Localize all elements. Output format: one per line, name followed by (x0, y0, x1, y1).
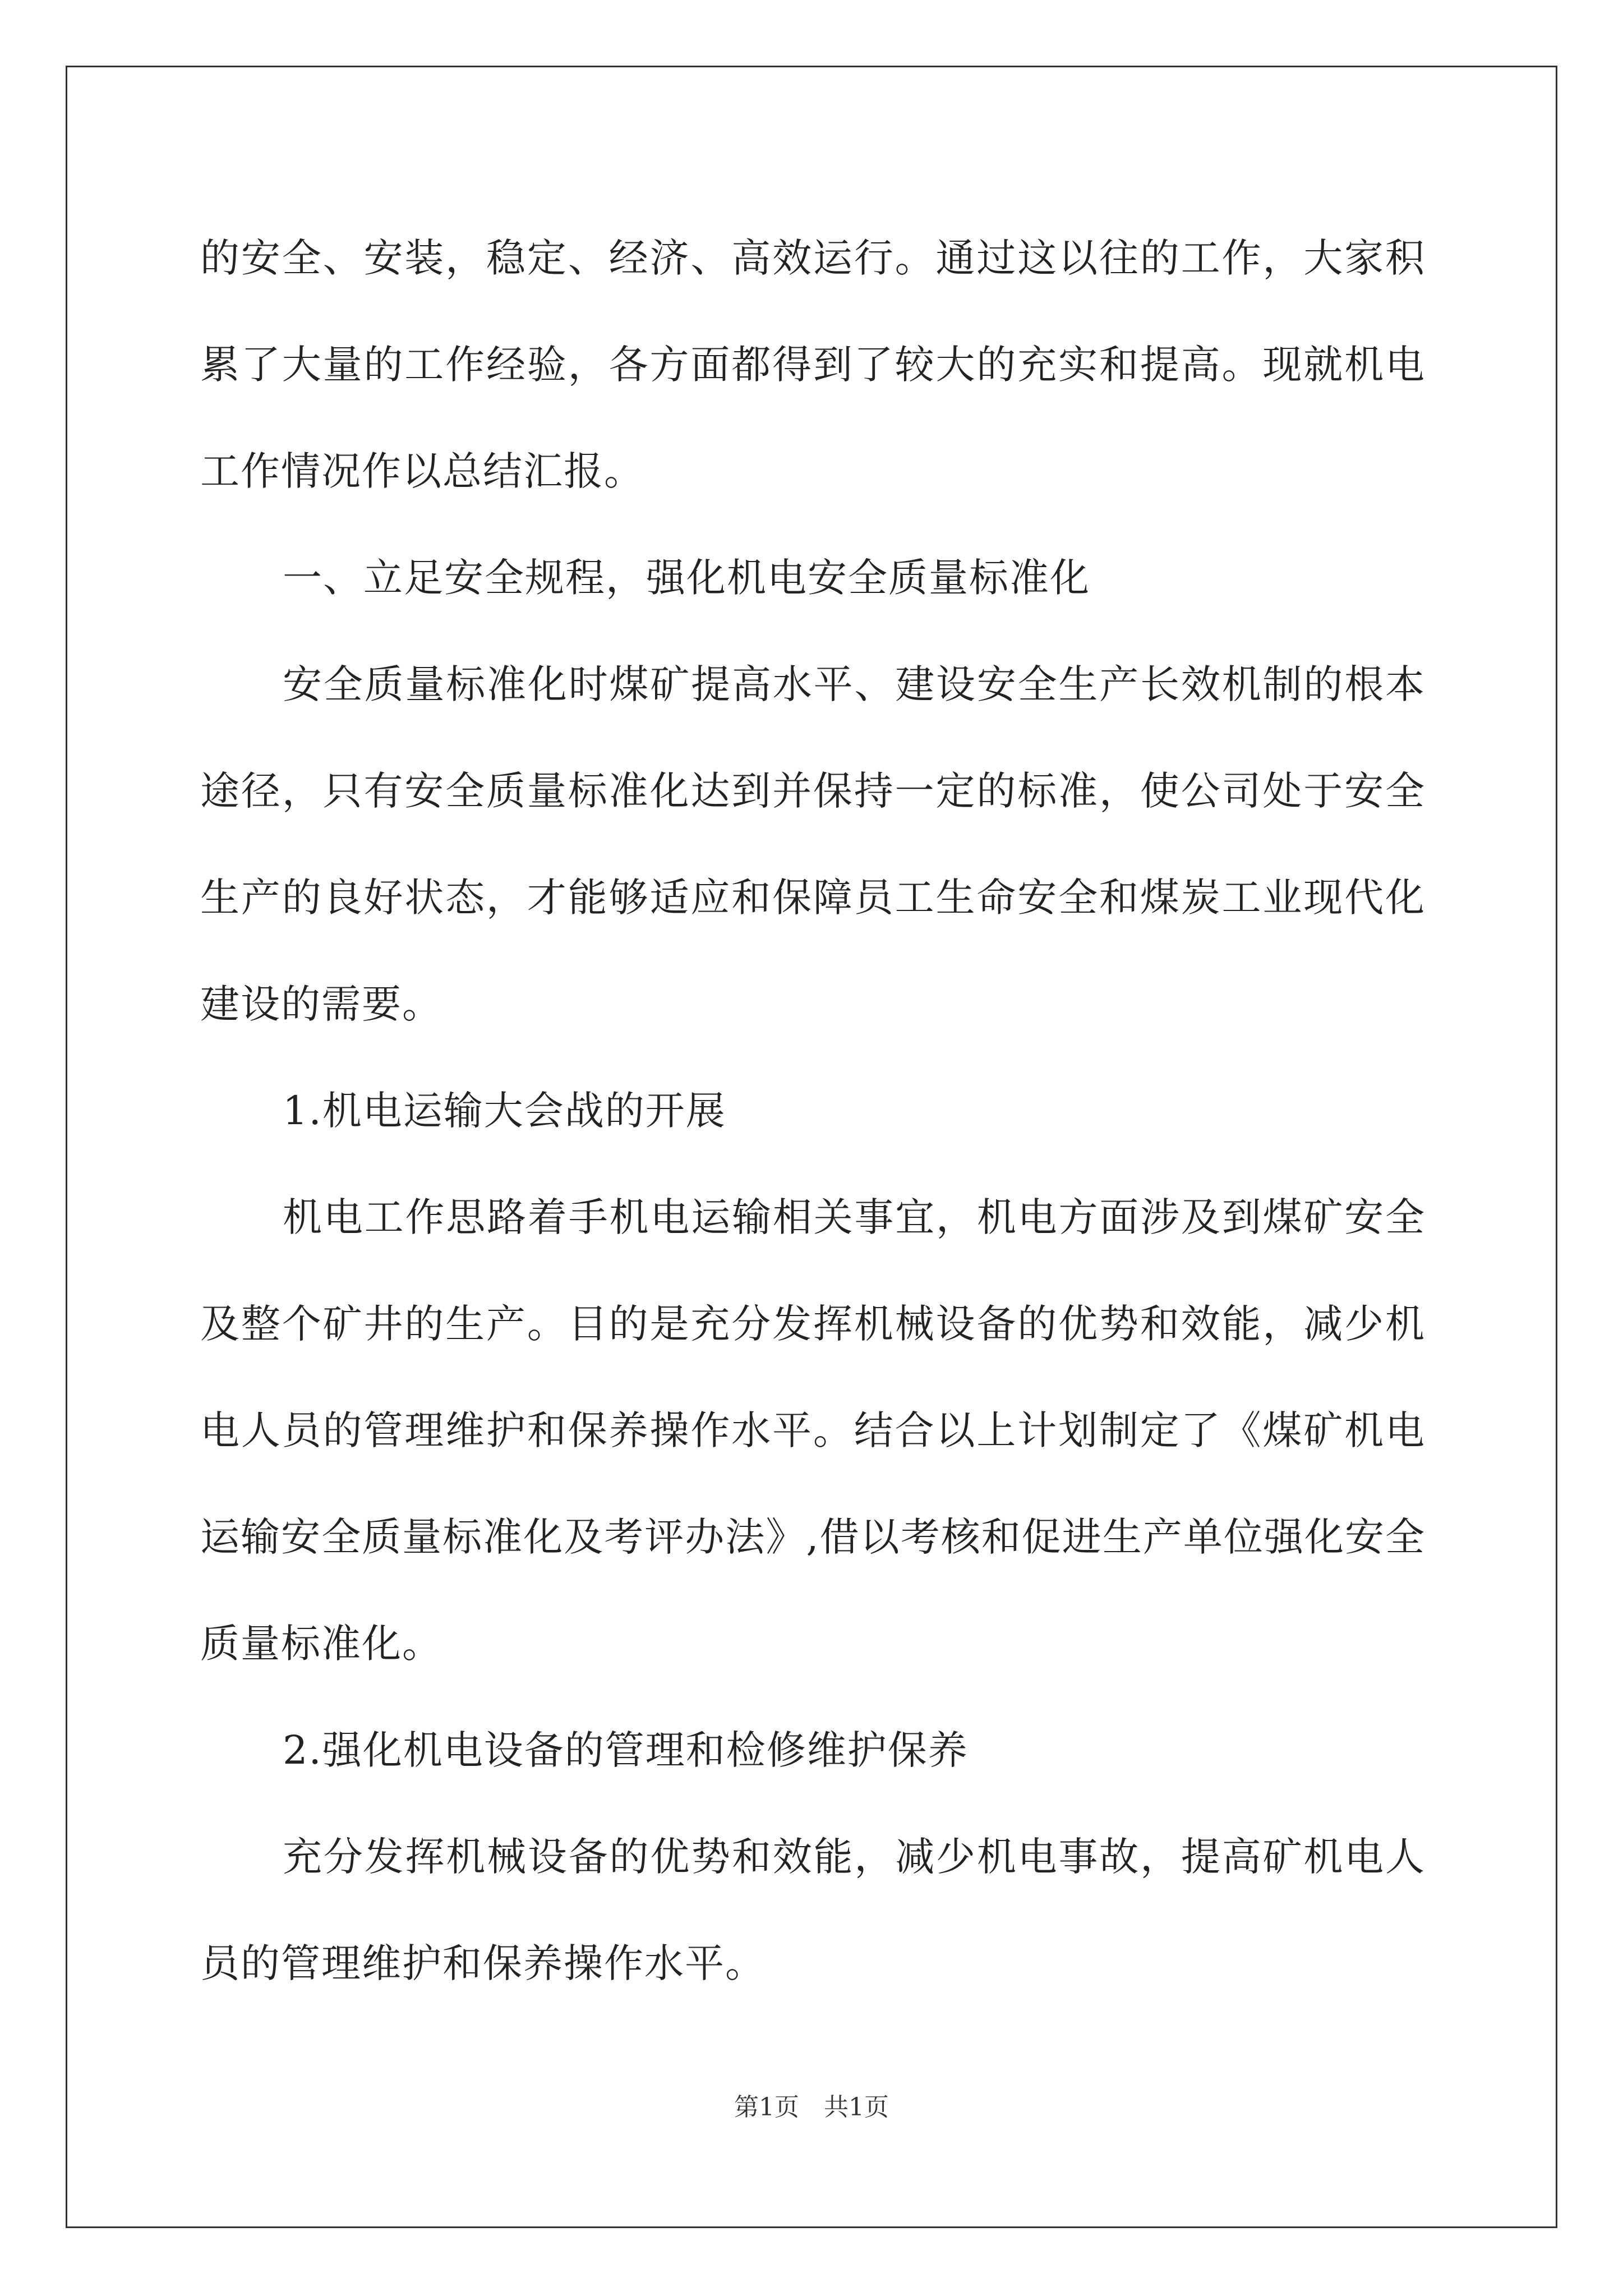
document-body (200, 205, 1426, 2017)
subheading-2: 2.强化机电设备的管理和检修维护保养 (283, 1727, 969, 1773)
paragraph-campaign: 机电工作思路着手机电运输相关事宜，机电方面涉及到煤矿安全及整个矿井的生产。目的是充分发挥机械设备的优势和效能，减少机电人员的管理维护和保养操作水平。结合以上计划制定了《煤矿机电运输安全质量标准化及考评办法》,借以考核和促进生产单位强化安全质量标准化。 (200, 1194, 1426, 1667)
paragraph-intro: 的安全、安装，稳定、经济、高效运行。通过这以往的工作，大家积累了大量的工作经验，各方面都得到了较大的充实和提高。现就机电工作情况作以总结汇报。 (200, 235, 1426, 494)
page-number-footer: 第1页 共1页 (734, 2093, 889, 2122)
paragraph-standardization: 安全质量标准化时煤矿提高水平、建设安全生产长效机制的根本途径，只有安全质量标准化达到并保持一定的标准，使公司处于安全生产的良好状态，才能够适应和保障员工生命安全和煤炭工业现代化建设的需要。 (200, 661, 1426, 1027)
section-heading-1: 一、立足安全规程，强化机电安全质量标准化 (283, 555, 1090, 601)
paragraph-maintenance: 充分发挥机械设备的优势和效能，减少机电事故，提高矿机电人员的管理维护和保养操作水平。 (200, 1834, 1426, 1986)
subheading-1: 1.机电运输大会战的开展 (283, 1088, 726, 1134)
